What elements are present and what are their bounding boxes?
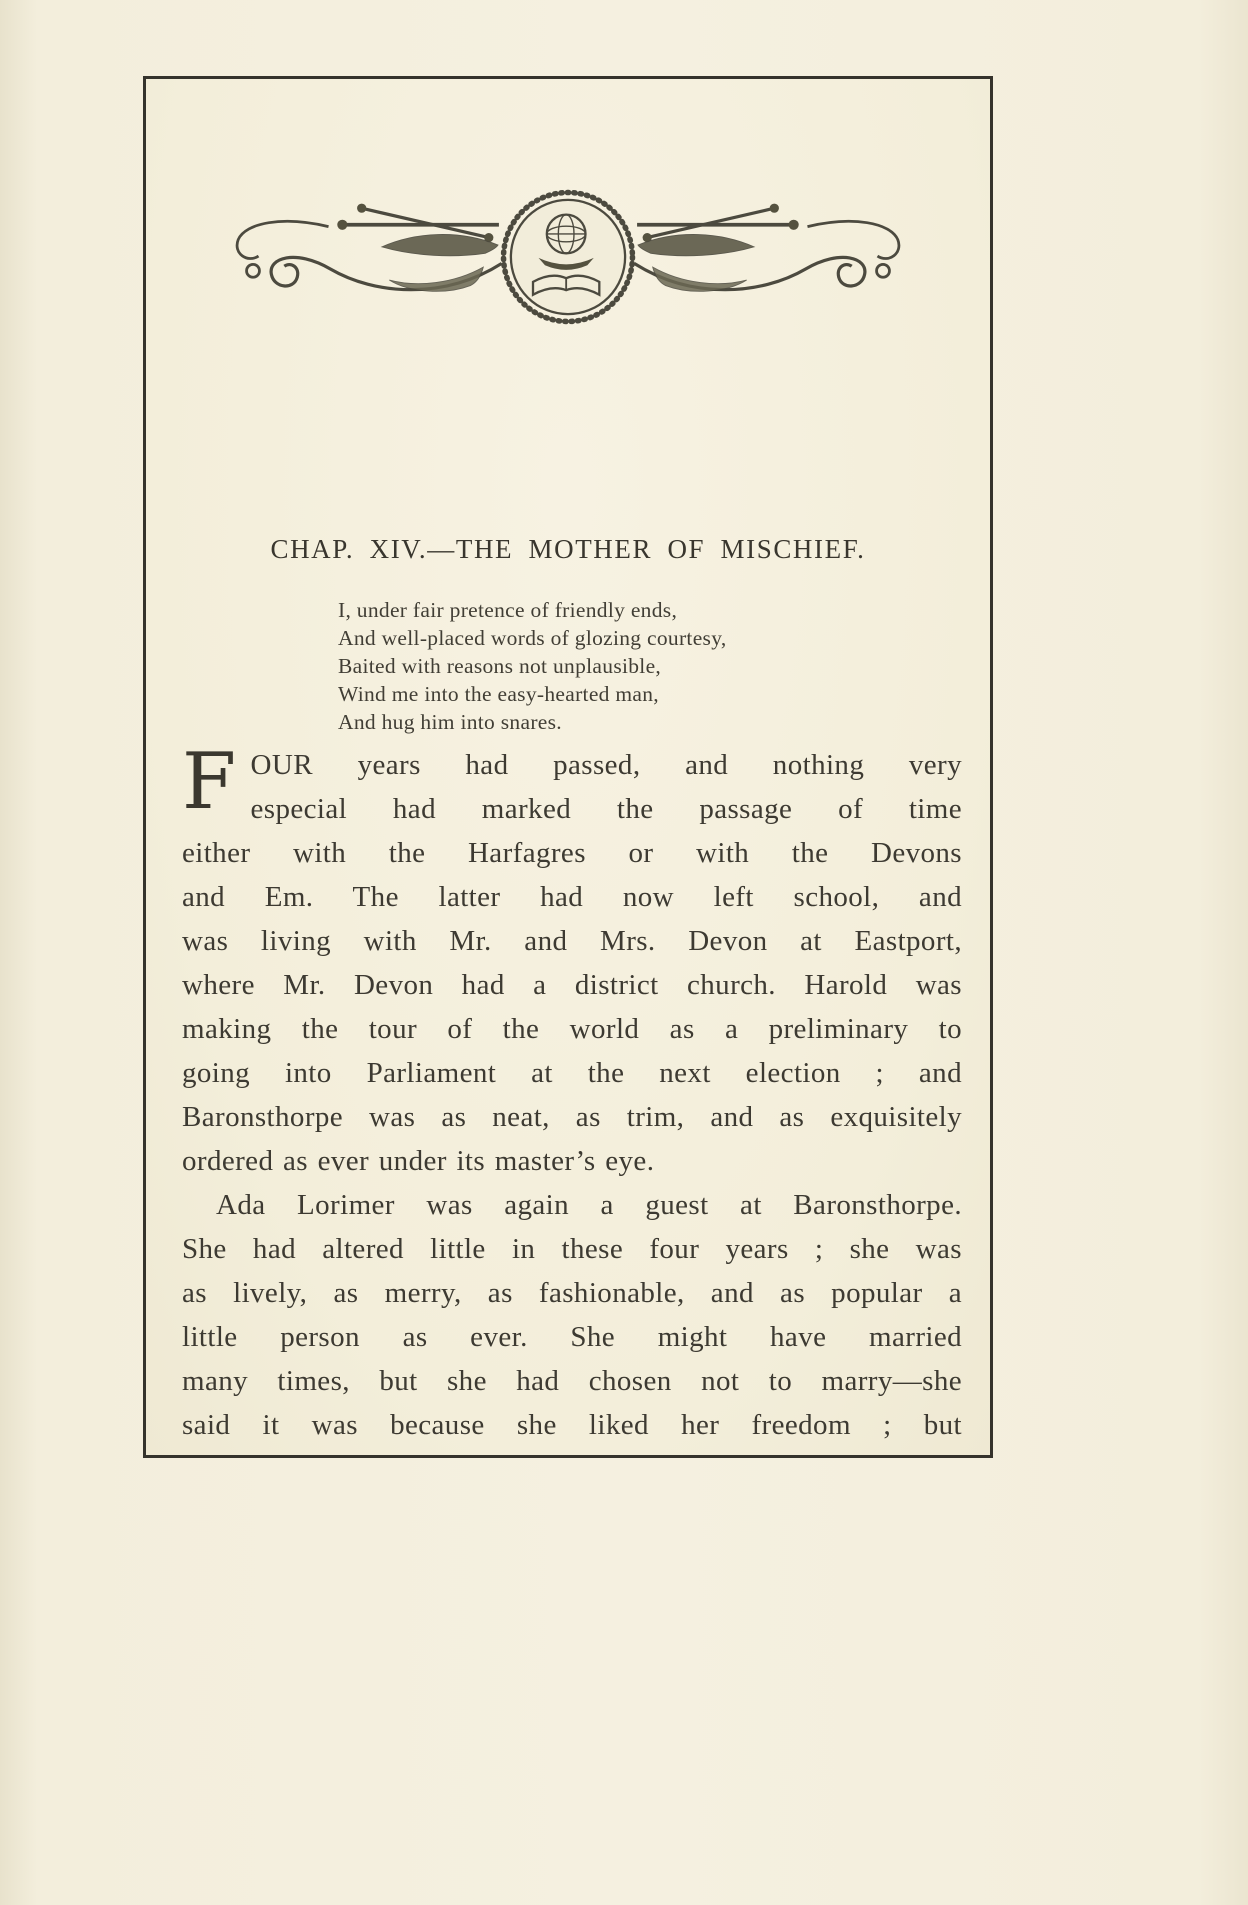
text-line: many times, but she had chosen not to marry—she — [182, 1365, 962, 1397]
epigraph-line: Wind me into the easy-hearted man, — [338, 682, 659, 706]
text-line: OUR years had passed, and nothing very — [250, 749, 962, 781]
text-line: was living with Mr. and Mrs. Devon at Eastport, — [182, 925, 962, 957]
text-line: where Mr. Devon had a district church. Harold was — [182, 969, 962, 1001]
epigraph-line: And hug him into snares. — [338, 710, 562, 734]
paragraph — [182, 737, 962, 1183]
left-scroll-flourish — [237, 204, 502, 292]
epigraph-line: I, under fair pretence of friendly ends, — [338, 598, 678, 622]
drop-cap-initial: F — [182, 737, 237, 827]
text-line: making the tour of the world as a preliminary to — [182, 1013, 962, 1045]
text-line: especial had marked the passage of time — [250, 793, 962, 825]
text-line: as lively, as merry, as fashionable, and as popular a — [182, 1277, 962, 1309]
right-scroll-flourish — [634, 204, 899, 292]
body-text-block — [182, 737, 962, 1447]
text-line: said it was because she liked her freedom ; but — [182, 1409, 962, 1441]
page-border-frame — [143, 76, 993, 1458]
headpiece-ornament — [218, 177, 918, 337]
epigraph-line: Baited with reasons not unplausible, — [338, 654, 662, 678]
epigraph-line: And well-placed words of glozing courtesy, — [338, 626, 727, 650]
headpiece-ornament-drawing — [218, 177, 918, 337]
text-line: ordered as ever under its master’s eye. — [182, 1145, 655, 1177]
central-medallion — [504, 193, 633, 322]
text-line: either with the Harfagres or with the Devons — [182, 837, 962, 869]
paragraph — [182, 1183, 962, 1447]
text-line: little person as ever. She might have married — [182, 1321, 962, 1353]
text-line: and Em. The latter had now left school, and — [182, 881, 962, 913]
text-line: Baronsthorpe was as neat, as trim, and as exquisitely — [182, 1101, 962, 1133]
text-line: She had altered little in these four years ; she was — [182, 1233, 962, 1265]
text-line: Ada Lorimer was again a guest at Baronsthorpe. — [216, 1189, 962, 1221]
epigraph — [338, 596, 727, 736]
chapter-heading: CHAP. XIV.—THE MOTHER OF MISCHIEF. — [270, 534, 866, 564]
text-line: going into Parliament at the next election ; and — [182, 1057, 962, 1089]
